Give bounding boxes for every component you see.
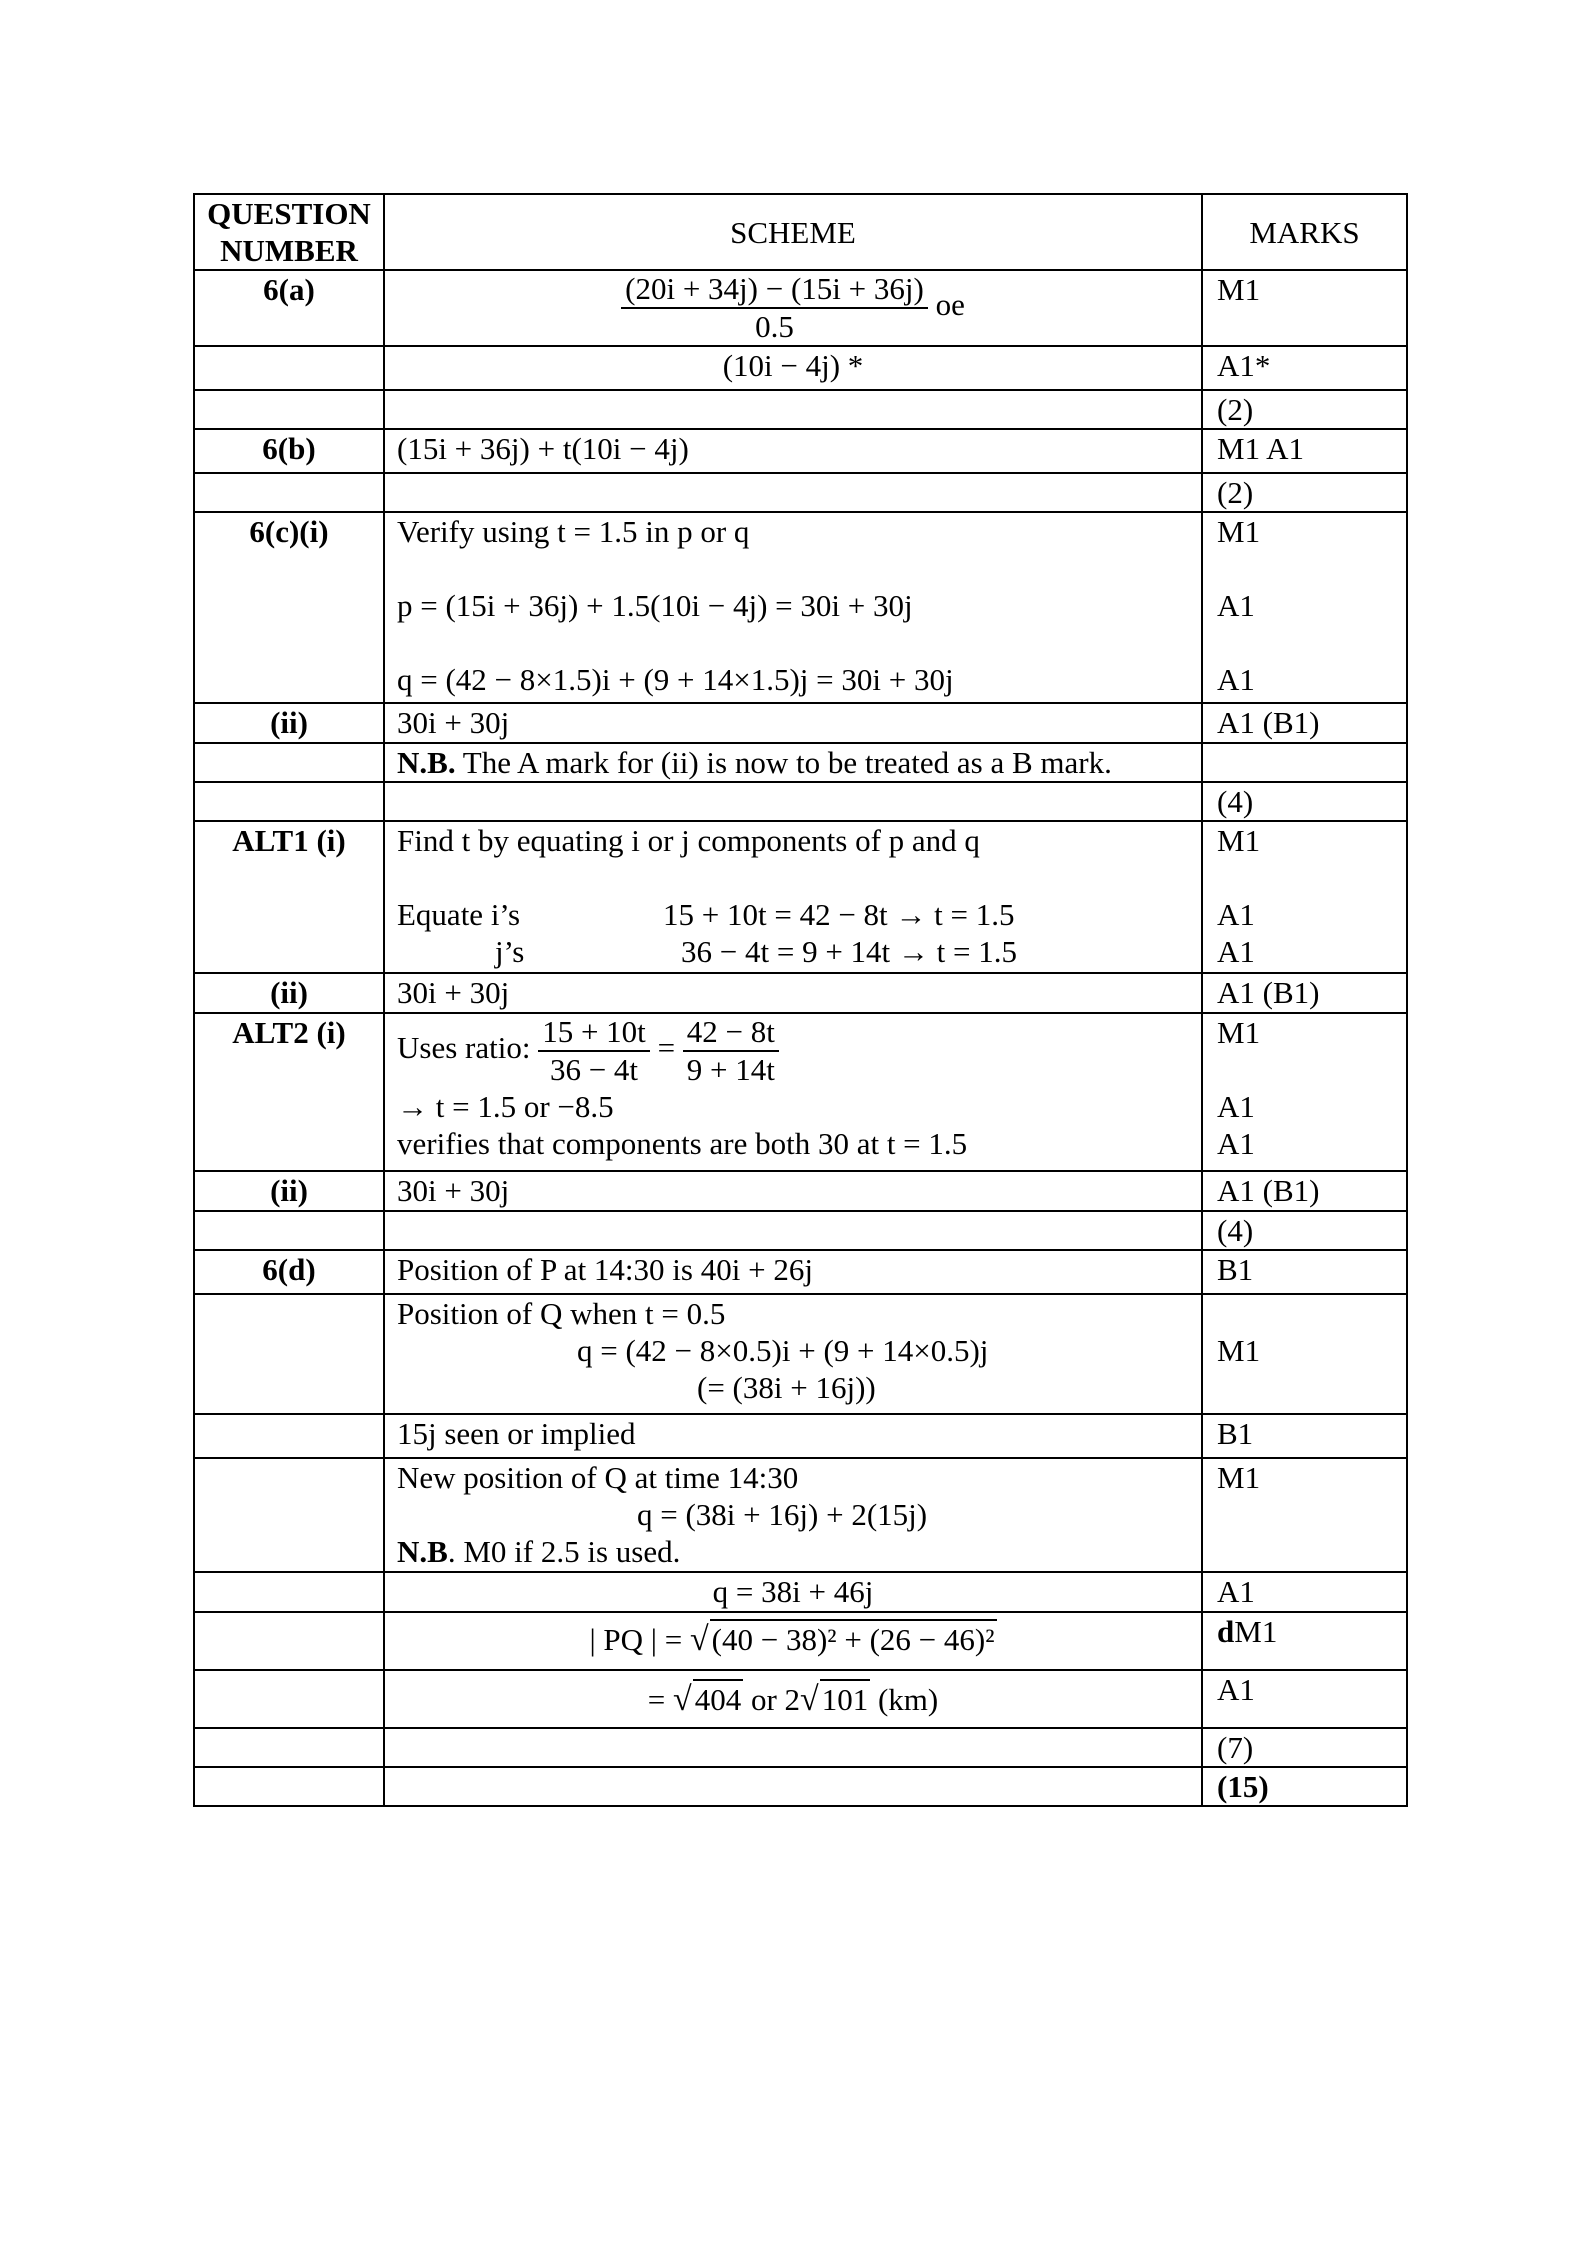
- mark: A1: [1202, 1572, 1407, 1612]
- table-row: [194, 703, 1407, 743]
- table-row: ALT2 (i) Uses ratio: $\frac{15 + 10t}{36 - 4t}$ = $\frac{42 - 8t}{9 + 14t}$ → t = 1.5 or −8.5 verifies that components are both 30 at t = 1.5 M1 A1 A1: [194, 1013, 1407, 1171]
- table-row: [194, 1414, 1407, 1458]
- working: q = (42 − 8×0.5)i + (9 + 14×0.5)j: [577, 1333, 989, 1368]
- question-label: (ii): [194, 973, 384, 1013]
- table-row: [194, 1250, 1407, 1294]
- mark: A1: [1217, 1089, 1255, 1124]
- working: q = (38i + 16j) + 2(15j): [637, 1497, 928, 1532]
- mark: A1*: [1202, 346, 1407, 390]
- question-label: ALT2 (i): [194, 1013, 384, 1171]
- mark: A1: [1217, 897, 1255, 932]
- subtotal: (4): [1202, 1211, 1407, 1250]
- question-label: 6(b): [194, 429, 384, 473]
- mark: A1: [1217, 1126, 1255, 1161]
- table-row: [194, 1171, 1407, 1211]
- working: q = 38i + 46j: [384, 1572, 1202, 1612]
- mark: M1: [1217, 823, 1261, 858]
- mark: M1: [1217, 1015, 1261, 1050]
- root-sign: √: [800, 1681, 819, 1718]
- header-row: [194, 194, 1407, 270]
- table-row: ALT1 (i) Find t by equating i or j components of p and q Equate i’s 15 + 10t = 42 − 8t → t = 1.5 j’s 36 − 4t = 9 + 14t → t = 1.5 M1 A1 A1: [194, 821, 1407, 973]
- table-row: [194, 512, 1407, 703]
- table-row: [194, 346, 1407, 390]
- working: verifies that components are both 30 at t = 1.5: [397, 1126, 968, 1161]
- table-row: [194, 390, 1407, 429]
- question-label: 6(a): [194, 270, 384, 346]
- table-row: [194, 473, 1407, 512]
- working: (= (38i + 16j)): [697, 1370, 876, 1405]
- mark: M1: [1217, 514, 1261, 549]
- table-row: 6(a) $\frac{(20i + 34j) - (15i + 36j)}{0.5}$ oe M1: [194, 270, 1407, 346]
- root-sign: √: [690, 1621, 709, 1658]
- table-row: [194, 1767, 1407, 1806]
- mark: A1: [1217, 662, 1255, 697]
- working: 30i + 30j: [384, 703, 1202, 743]
- subtotal: (7): [1202, 1728, 1407, 1767]
- working: Verify using t = 1.5 in p or q: [397, 514, 750, 549]
- fraction: $\frac{(20i + 34j) - (15i + 36j)}{0.5}$: [621, 271, 928, 345]
- note: N.B. The A mark for (ii) is now to be treated as a B mark.: [384, 743, 1202, 782]
- header-question: QUESTION NUMBER: [194, 194, 384, 270]
- working: 15j seen or implied: [384, 1414, 1202, 1458]
- mark-scheme-table: [193, 193, 1408, 1807]
- subtotal: (4): [1202, 782, 1407, 821]
- mark: B1: [1202, 1250, 1407, 1294]
- mark: A1 (B1): [1202, 703, 1407, 743]
- grand-total: (15): [1202, 1767, 1407, 1806]
- working: Position of P at 14:30 is 40i + 26j: [384, 1250, 1202, 1294]
- working: Position of Q when t = 0.5: [397, 1296, 726, 1331]
- mark: A1: [1217, 934, 1255, 969]
- question-label: 6(d): [194, 1250, 384, 1294]
- mark: M1: [1202, 270, 1407, 346]
- working: q = (42 − 8×1.5)i + (9 + 14×1.5)j = 30i + 30j: [397, 662, 954, 697]
- table-row: [194, 782, 1407, 821]
- question-label: (ii): [194, 703, 384, 743]
- mark: A1: [1217, 588, 1255, 623]
- working: 30i + 30j: [384, 1171, 1202, 1211]
- table-row: [194, 1294, 1407, 1414]
- note: N.B. M0 if 2.5 is used.: [397, 1534, 681, 1569]
- table-row: [194, 743, 1407, 782]
- header-scheme: SCHEME: [384, 194, 1202, 270]
- table-row: = √404 or 2√101 (km) A1: [194, 1670, 1407, 1728]
- question-label: ALT1 (i): [194, 821, 384, 973]
- subtotal: (2): [1202, 473, 1407, 512]
- table-row: | PQ | = √(40 − 38)² + (26 − 46)² dM1: [194, 1612, 1407, 1670]
- working: 30i + 30j: [384, 973, 1202, 1013]
- working: → t = 1.5 or −8.5: [397, 1089, 614, 1124]
- mark: B1: [1202, 1414, 1407, 1458]
- mark: M1: [1217, 1333, 1261, 1368]
- mark: A1 (B1): [1202, 973, 1407, 1013]
- table-row: [194, 429, 1407, 473]
- root-sign: √: [673, 1681, 692, 1718]
- mark: A1: [1202, 1670, 1407, 1728]
- answer: (10i − 4j) *: [384, 346, 1202, 390]
- header-marks: MARKS: [1202, 194, 1407, 270]
- table-row: [194, 1572, 1407, 1612]
- working: (15i + 36j) + t(10i − 4j): [384, 429, 1202, 473]
- question-label: (ii): [194, 1171, 384, 1211]
- question-label: 6(c)(i): [194, 512, 384, 703]
- table-row: [194, 1458, 1407, 1572]
- mark: A1 (B1): [1202, 1171, 1407, 1211]
- fraction: $\frac{42 - 8t}{9 + 14t}$: [683, 1014, 779, 1088]
- table-row: [194, 1211, 1407, 1250]
- table-row: [194, 1728, 1407, 1767]
- table-row: [194, 973, 1407, 1013]
- working: Find t by equating i or j components of p and q: [397, 823, 980, 858]
- working: New position of Q at time 14:30: [397, 1460, 799, 1495]
- mark: M1: [1202, 1458, 1407, 1572]
- mark: M1 A1: [1202, 429, 1407, 473]
- fraction: $\frac{15 + 10t}{36 - 4t}$: [538, 1014, 650, 1088]
- subtotal: (2): [1202, 390, 1407, 429]
- working: p = (15i + 36j) + 1.5(10i − 4j) = 30i + 30j: [397, 588, 913, 623]
